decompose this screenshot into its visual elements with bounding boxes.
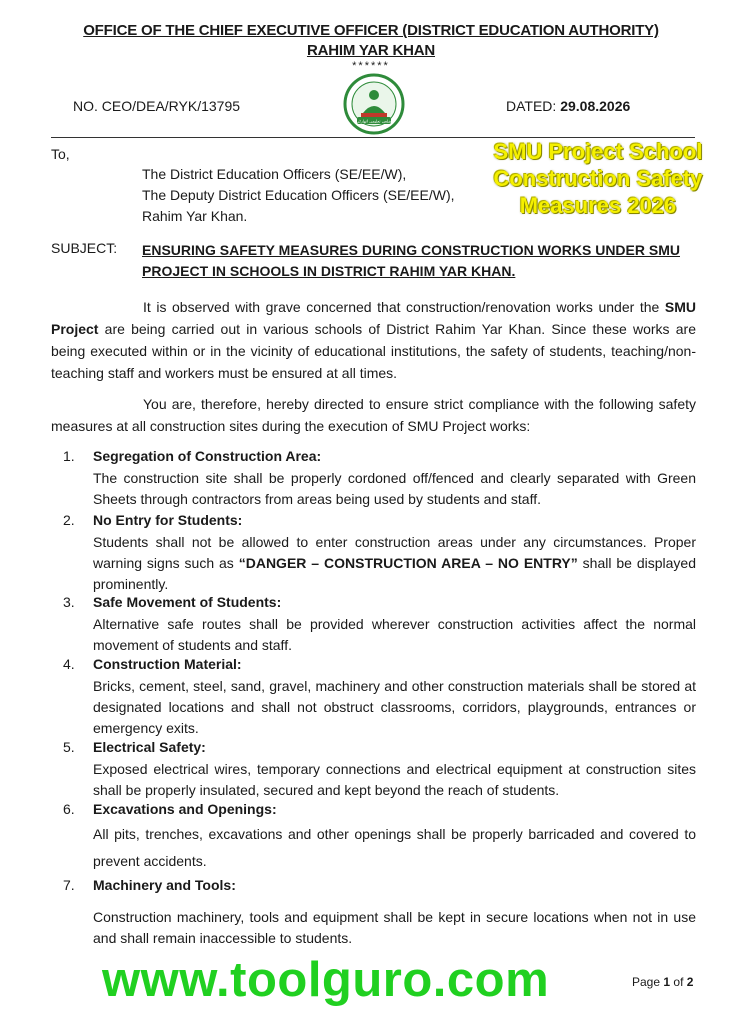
paragraph-1-part-2: are being carried out in various schools of District Rahim Yar Khan. Since these works are being executed within or in the vicinity of educational institutions, the safety of students, teaching/non-teaching staff and workers must be ensured at all times. — [51, 321, 696, 381]
item-3-number: 3. — [63, 594, 75, 610]
item-7-body: Construction machinery, tools and equipment shall be kept in secure locations when not in use and shall remain inaccessible to students. — [93, 909, 696, 946]
item-3-title: Safe Movement of Students: — [93, 594, 282, 610]
addressee-line-1: The District Education Officers (SE/EE/W), — [142, 166, 407, 182]
subject-label: SUBJECT: — [51, 240, 118, 256]
paragraph-1-bold: SMU Project — [51, 299, 696, 337]
item-1-number: 1. — [63, 448, 75, 464]
item-5-title: Electrical Safety: — [93, 739, 206, 755]
item-1-title: Segregation of Construction Area: — [93, 448, 322, 464]
paragraph-2-text: You are, therefore, hereby directed to ensure strict compliance with the following safety measures at all construction sites during the execution of SMU Project works: — [51, 396, 696, 434]
item-5-body: Exposed electrical wires, temporary connections and electrical equipment at construction sites shall be properly insulated, secured and kept beyond the reach of students. — [93, 761, 696, 798]
addressee-line-3: Rahim Yar Khan. — [142, 208, 248, 224]
to-label: To, — [51, 146, 70, 162]
item-2-title: No Entry for Students: — [93, 512, 243, 528]
item-6-body: All pits, trenches, excavations and other openings shall be properly barricaded and covered to prevent accidents. — [93, 826, 696, 869]
subject-text: ENSURING SAFETY MEASURES DURING CONSTRUCTION WORKS UNDER SMU PROJECT IN SCHOOLS IN DISTRICT RAHIM YAR KHAN. — [142, 242, 680, 279]
item-2-body — [93, 532, 696, 595]
item-1-body: The construction site shall be properly cordoned off/fenced and clearly separated with Green Sheets through contractors from areas being used by students and staff. — [93, 470, 696, 507]
page-total: 2 — [686, 975, 694, 989]
item-6-title: Excavations and Openings: — [93, 801, 277, 817]
header-stars: ****** — [352, 60, 390, 72]
site-watermark: www.toolguro.com — [102, 953, 550, 1007]
dea-logo-icon — [343, 73, 405, 135]
item-7-title: Machinery and Tools: — [93, 877, 236, 893]
page-current: 1 — [663, 975, 671, 989]
reference-date — [506, 98, 630, 114]
overlay-caption-line-3: Measures 2026 — [519, 193, 677, 218]
overlay-caption — [478, 138, 718, 219]
office-title: OFFICE OF THE CHIEF EXECUTIVE OFFICER (DISTRICT EDUCATION AUTHORITY) — [83, 22, 659, 39]
office-city: RAHIM YAR KHAN — [306, 42, 436, 59]
overlay-caption-line-2: Construction Safety — [493, 166, 703, 191]
item-2-number: 2. — [63, 512, 75, 528]
item-4-body: Bricks, cement, steel, sand, gravel, machinery and other construction materials shall be stored at designated locations and shall not obstruct classrooms, corridors, playgrounds, entrances or emergency exits. — [93, 678, 696, 736]
item-7-number: 7. — [63, 877, 75, 893]
reference-number: NO. CEO/DEA/RYK/13795 — [73, 98, 241, 114]
item-4-title: Construction Material: — [93, 656, 242, 672]
date-value: 29.08.2026 — [560, 98, 631, 114]
paragraph-observation — [51, 296, 696, 384]
item-2-body-post: shall be displayed prominently. — [93, 555, 697, 592]
item-2-body-warning: “DANGER – CONSTRUCTION AREA – NO ENTRY” — [238, 555, 578, 571]
date-label: DATED: — [506, 98, 557, 114]
item-6-number: 6. — [63, 801, 75, 817]
item-3-body: Alternative safe routes shall be provided wherever construction activities affect the normal movement of students and staff. — [93, 616, 696, 653]
page-word: Page — [632, 975, 661, 989]
logo-text: ضلعی تعلیمی اتھارٹی — [356, 118, 392, 124]
item-5-number: 5. — [63, 739, 75, 755]
page-indicator — [632, 975, 693, 989]
item-2-body-pre: Students shall not be allowed to enter construction areas under any circumstances. Proper warning signs such as — [93, 534, 696, 571]
page-of: of — [673, 975, 684, 989]
paragraph-directive — [51, 393, 696, 437]
paragraph-1-part-1: It is observed with grave concerned that construction/renovation works under the — [143, 299, 660, 315]
overlay-caption-line-1: SMU Project School — [493, 139, 703, 164]
item-4-number: 4. — [63, 656, 75, 672]
addressee-line-2: The Deputy District Education Officers (SE/EE/W), — [142, 187, 455, 203]
